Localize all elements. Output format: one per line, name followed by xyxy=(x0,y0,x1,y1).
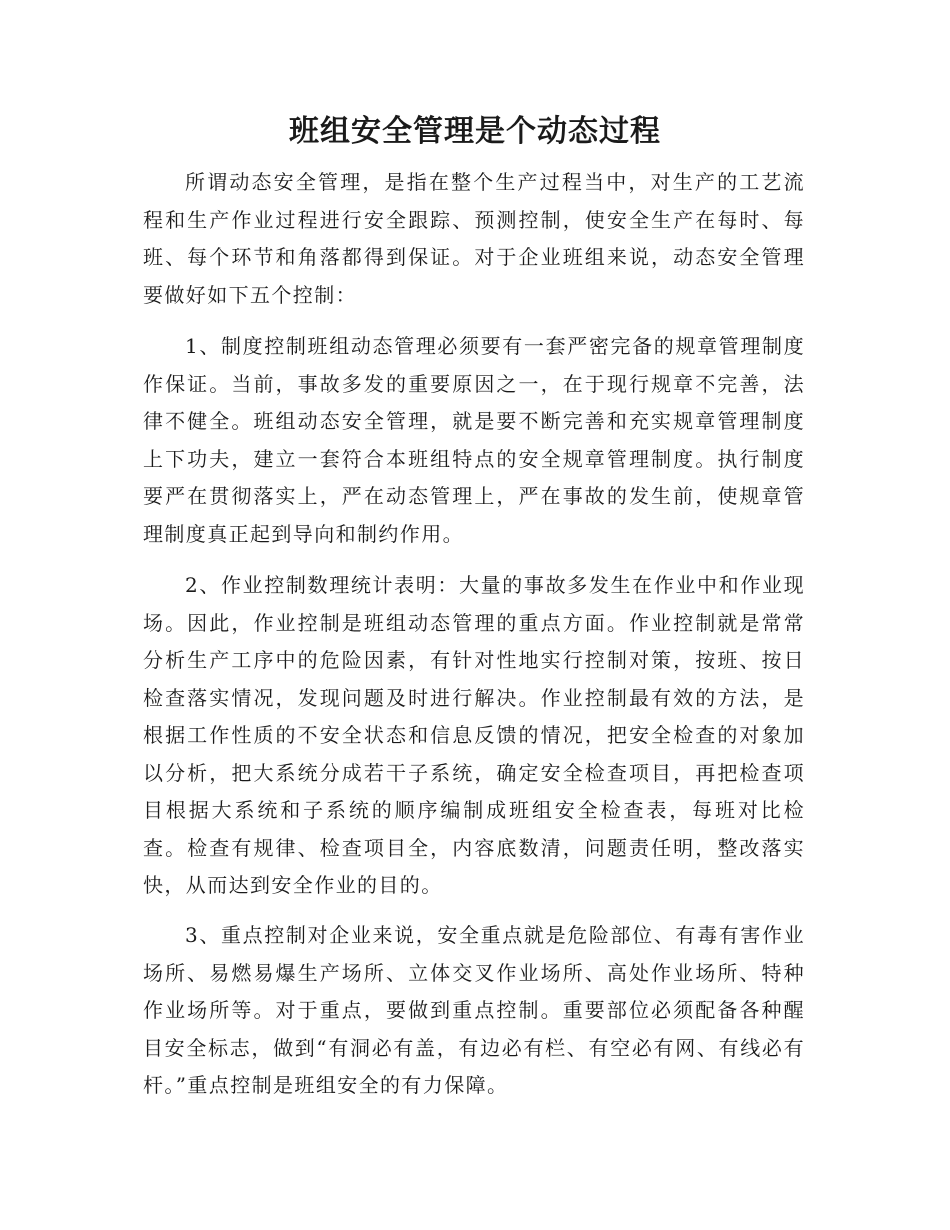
paragraph-operation-control: 2、作业控制数理统计表明：大量的事故多发生在作业中和作业现场。因此，作业控制是班组动态管理的重点方面。作业控制就是常常分析生产工序中的危险因素，有针对性地实行控制对策，按班、按日检查落实情况，发现问题及时进行解决。作业控制最有效的方法，是根据工作性质的不安全状态和信息反馈的情况，把安全检查的对象加以分析，把大系统分成若干子系统，确定安全检查项目，再把检查项目根据大系统和子系统的顺序编制成班组安全检查表，每班对比检查。检查有规律、检查项目全，内容底数清，问题责任明，整改落实快，从而达到安全作业的目的。 xyxy=(143,573,805,897)
paragraph-key-point-control: 3、重点控制对企业来说，安全重点就是危险部位、有毒有害作业场所、易燃易爆生产场所、立体交叉作业场所、高处作业场所、特种作业场所等。对于重点，要做到重点控制。重要部位必须配备各种醒目安全标志，做到“有洞必有盖，有边必有栏、有空必有网、有线必有杆。”重点控制是班组安全的有力保障。 xyxy=(143,923,805,1097)
intro-paragraph: 所谓动态安全管理，是指在整个生产过程当中，对生产的工艺流程和生产作业过程进行安全跟踪、预测控制，使安全生产在每时、每班、每个环节和角落都得到保证。对于企业班组来说，动态安全管理要做好如下五个控制： xyxy=(143,170,805,307)
paragraph-system-control: 1、制度控制班组动态管理必须要有一套严密完备的规章管理制度作保证。当前，事故多发的重要原因之一，在于现行规章不完善，法律不健全。班组动态安全管理，就是要不断完善和充实规章管理制度上下功夫，建立一套符合本班组特点的安全规章管理制度。执行制度要严在贯彻落实上，严在动态管理上，严在事故的发生前，使规章管理制度真正起到导向和制约作用。 xyxy=(143,334,805,546)
document-title: 班组安全管理是个动态过程 xyxy=(289,114,661,149)
